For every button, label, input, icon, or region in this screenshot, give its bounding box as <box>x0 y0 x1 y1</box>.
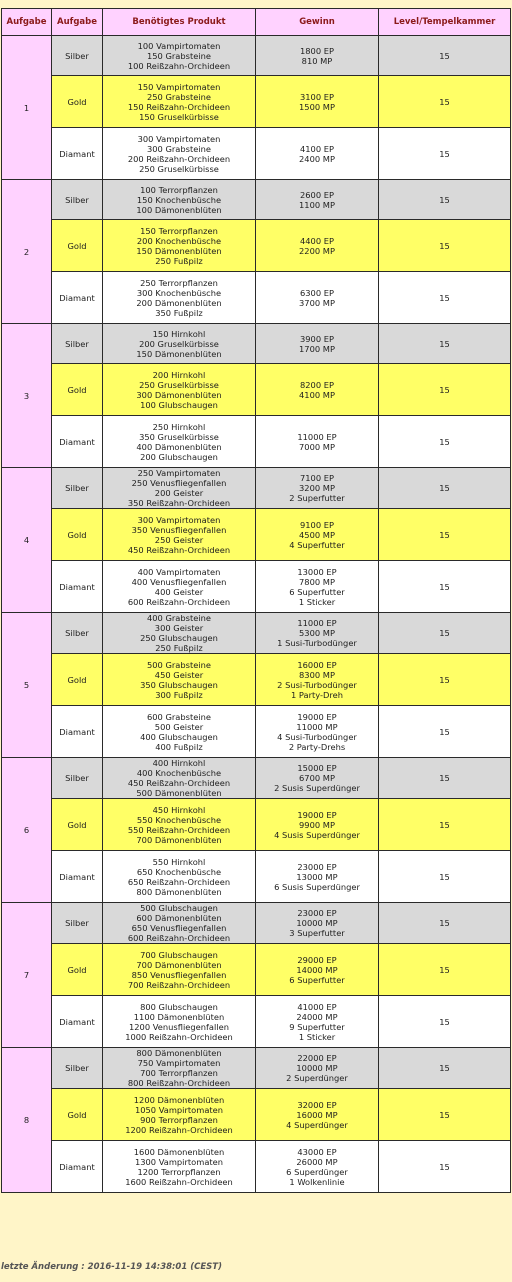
level-cell: 15 <box>379 1089 511 1141</box>
tier-cell: Silber <box>52 324 103 364</box>
required-products-cell <box>103 1048 256 1089</box>
tier-cell: Diamant <box>52 1141 103 1193</box>
product-line: 100 Terrorpflanzen <box>140 184 218 195</box>
product-line: 100 Reißzahn-Orchideen <box>127 60 231 71</box>
reward-line: 8300 MP <box>299 669 335 680</box>
tier-cell: Gold <box>52 509 103 561</box>
reward-line: 2 Superdünger <box>286 1073 348 1083</box>
product-line: 150 Dämonenblüten <box>136 348 222 359</box>
tier-cell: Gold <box>52 654 103 706</box>
level-cell: 15 <box>379 128 511 180</box>
level-cell: 15 <box>379 509 511 561</box>
tier-cell: Diamant <box>52 272 103 324</box>
reward-line: 9100 EP <box>300 519 334 530</box>
required-products-cell <box>103 996 256 1048</box>
reward-line: 19000 EP <box>297 809 337 820</box>
reward-line: 10000 MP <box>296 1063 338 1073</box>
reward-cell <box>256 128 379 180</box>
level-cell: 15 <box>379 1048 511 1089</box>
product-line: 400 Hirnkohl <box>152 758 206 768</box>
required-products-cell <box>103 654 256 706</box>
product-line: 600 Reißzahn-Orchideen <box>127 933 231 943</box>
required-products-cell <box>103 364 256 416</box>
quest-table <box>1 8 511 1193</box>
reward-line: 11000 MP <box>296 721 338 732</box>
level-cell: 15 <box>379 561 511 613</box>
tier-cell: Diamant <box>52 706 103 758</box>
product-line: 1200 Dämonenblüten <box>133 1094 225 1105</box>
product-line: 250 Gruselkürbisse <box>139 163 219 174</box>
reward-line: 1 Party-Dreh <box>290 689 344 700</box>
product-line: 250 Grabsteine <box>146 91 211 102</box>
reward-line: 15000 EP <box>297 763 337 773</box>
reward-line: 13000 MP <box>296 871 338 882</box>
reward-line: 6 Susis Superdünger <box>274 881 360 892</box>
table-row <box>2 799 511 851</box>
product-line: 400 Grabsteine <box>146 613 211 623</box>
product-line: 300 Dämonenblüten <box>136 389 222 400</box>
reward-cell <box>256 468 379 509</box>
table-row <box>2 364 511 416</box>
level-cell: 15 <box>379 996 511 1048</box>
required-products-cell <box>103 324 256 364</box>
level-cell: 15 <box>379 903 511 944</box>
product-line: 1600 Reißzahn-Orchideen <box>125 1176 233 1187</box>
product-line: 200 Geister <box>154 488 204 498</box>
reward-line: 1 Wolkenlinie <box>289 1176 345 1187</box>
tier-cell: Diamant <box>52 851 103 903</box>
required-products-cell <box>103 613 256 654</box>
product-line: 800 Glubschaugen <box>140 1001 218 1012</box>
reward-cell <box>256 903 379 944</box>
reward-cell <box>256 1141 379 1193</box>
reward-line: 43000 EP <box>297 1146 337 1157</box>
task-number-cell: 1 <box>2 36 52 180</box>
table-row <box>2 180 511 220</box>
table-row <box>2 613 511 654</box>
reward-cell <box>256 758 379 799</box>
reward-line: 4 Susi-Turbodünger <box>277 731 357 742</box>
product-line: 350 Reißzahn-Orchideen <box>127 498 231 508</box>
level-cell: 15 <box>379 944 511 996</box>
product-line: 200 Knochenbüsche <box>136 235 222 246</box>
tier-cell: Gold <box>52 364 103 416</box>
product-line: 150 Hirnkohl <box>152 328 206 339</box>
reward-line: 1 Sticker <box>298 1031 336 1042</box>
product-line: 200 Dämonenblüten <box>136 297 222 308</box>
required-products-cell <box>103 416 256 468</box>
required-products-cell <box>103 799 256 851</box>
header-rewards: Gewinn <box>256 9 379 36</box>
tier-cell: Diamant <box>52 996 103 1048</box>
product-line: 700 Reißzahn-Orchideen <box>127 979 231 990</box>
product-line: 1200 Venusfliegenfallen <box>129 1021 229 1032</box>
reward-line: 5300 MP <box>299 628 335 638</box>
reward-line: 29000 EP <box>297 954 337 965</box>
product-line: 550 Knochenbüsche <box>136 814 222 825</box>
level-cell: 15 <box>379 364 511 416</box>
reward-line: 26000 MP <box>296 1156 338 1167</box>
table-row <box>2 36 511 76</box>
table-row <box>2 128 511 180</box>
reward-line: 11000 EP <box>297 618 337 628</box>
reward-cell <box>256 509 379 561</box>
reward-cell <box>256 220 379 272</box>
product-line: 150 Terrorpflanzen <box>140 225 218 236</box>
product-line: 800 Dämonenblüten <box>136 1048 222 1058</box>
reward-line: 1800 EP <box>300 45 334 56</box>
table-row <box>2 1141 511 1193</box>
reward-line: 6 Superdünger <box>286 1166 348 1177</box>
reward-line: 2 Superfutter <box>289 493 345 503</box>
required-products-cell <box>103 76 256 128</box>
level-cell: 15 <box>379 180 511 220</box>
header-task: Aufgabe <box>2 9 52 36</box>
reward-cell <box>256 1089 379 1141</box>
level-cell: 15 <box>379 1141 511 1193</box>
reward-cell <box>256 851 379 903</box>
product-line: 700 Dämonenblüten <box>136 834 222 845</box>
required-products-cell <box>103 468 256 509</box>
reward-line: 4 Susis Superdünger <box>274 829 360 840</box>
product-line: 250 Fußpilz <box>155 643 203 653</box>
product-line: 300 Vampirtomaten <box>137 133 221 144</box>
reward-line: 4400 EP <box>300 235 334 246</box>
reward-line: 22000 EP <box>297 1053 337 1063</box>
tier-cell: Diamant <box>52 416 103 468</box>
product-line: 150 Gruselkürbisse <box>139 111 219 122</box>
level-cell: 15 <box>379 324 511 364</box>
product-line: 300 Fußpilz <box>155 689 203 700</box>
reward-line: 3900 EP <box>300 333 334 344</box>
reward-line: 810 MP <box>301 55 333 66</box>
product-line: 250 Venusfliegenfallen <box>131 478 227 488</box>
product-line: 650 Venusfliegenfallen <box>131 923 227 933</box>
product-line: 800 Reißzahn-Orchideen <box>127 1078 231 1088</box>
reward-line: 1700 MP <box>299 343 335 354</box>
required-products-cell <box>103 36 256 76</box>
reward-line: 11000 EP <box>297 431 337 442</box>
reward-line: 23000 EP <box>297 908 337 918</box>
table-row <box>2 561 511 613</box>
reward-cell <box>256 706 379 758</box>
reward-line: 13000 EP <box>297 566 337 577</box>
product-line: 300 Geister <box>154 623 204 633</box>
reward-line: 10000 MP <box>296 918 338 928</box>
reward-line: 4100 MP <box>299 389 335 400</box>
product-line: 150 Dämonenblüten <box>136 245 222 256</box>
table-row <box>2 220 511 272</box>
quest-table-body <box>2 36 511 1193</box>
table-row <box>2 706 511 758</box>
required-products-cell <box>103 561 256 613</box>
reward-line: 16000 EP <box>297 659 337 670</box>
required-products-cell <box>103 706 256 758</box>
product-line: 250 Geister <box>154 534 204 545</box>
reward-line: 1100 MP <box>299 199 335 210</box>
reward-line: 7800 MP <box>299 576 335 587</box>
required-products-cell <box>103 1089 256 1141</box>
tier-cell: Silber <box>52 36 103 76</box>
required-products-cell <box>103 180 256 220</box>
product-line: 700 Terrorpflanzen <box>140 1068 218 1078</box>
table-row <box>2 416 511 468</box>
product-line: 550 Reißzahn-Orchideen <box>127 824 231 835</box>
product-line: 150 Vampirtomaten <box>137 81 221 92</box>
product-line: 250 Vampirtomaten <box>137 468 221 478</box>
product-line: 900 Terrorpflanzen <box>140 1114 218 1125</box>
required-products-cell <box>103 1141 256 1193</box>
product-line: 300 Vampirtomaten <box>137 514 221 525</box>
product-line: 400 Knochenbüsche <box>136 768 222 778</box>
product-line: 700 Glubschaugen <box>140 949 218 960</box>
reward-line: 24000 MP <box>296 1011 338 1022</box>
level-cell: 15 <box>379 654 511 706</box>
level-cell: 15 <box>379 416 511 468</box>
reward-line: 7000 MP <box>299 441 335 452</box>
header-products: Benötigtes Produkt <box>103 9 256 36</box>
table-row <box>2 903 511 944</box>
product-line: 800 Dämonenblüten <box>136 886 222 897</box>
product-line: 100 Vampirtomaten <box>137 40 221 51</box>
product-line: 400 Glubschaugen <box>140 731 218 742</box>
product-line: 350 Fußpilz <box>155 307 203 318</box>
tier-cell: Diamant <box>52 561 103 613</box>
product-line: 300 Knochenbüsche <box>136 287 222 298</box>
product-line: 850 Venusfliegenfallen <box>131 969 227 980</box>
table-row <box>2 468 511 509</box>
product-line: 1000 Reißzahn-Orchideen <box>125 1031 233 1042</box>
level-cell: 15 <box>379 758 511 799</box>
product-line: 650 Knochenbüsche <box>136 866 222 877</box>
product-line: 200 Hirnkohl <box>152 369 206 380</box>
product-line: 650 Reißzahn-Orchideen <box>127 876 231 887</box>
product-line: 500 Geister <box>154 721 204 732</box>
reward-line: 4100 EP <box>300 143 334 154</box>
product-line: 500 Grabsteine <box>146 659 211 670</box>
task-number-cell: 5 <box>2 613 52 758</box>
product-line: 1050 Vampirtomaten <box>134 1104 224 1115</box>
reward-cell <box>256 561 379 613</box>
tier-cell: Silber <box>52 468 103 509</box>
required-products-cell <box>103 903 256 944</box>
product-line: 250 Gruselkürbisse <box>139 379 219 390</box>
tier-cell: Silber <box>52 180 103 220</box>
product-line: 250 Hirnkohl <box>152 421 206 432</box>
reward-cell <box>256 613 379 654</box>
required-products-cell <box>103 128 256 180</box>
product-line: 1600 Dämonenblüten <box>133 1146 225 1157</box>
reward-line: 2 Susi-Turbodünger <box>277 679 357 690</box>
level-cell: 15 <box>379 613 511 654</box>
reward-line: 14000 MP <box>296 964 338 975</box>
tier-cell: Gold <box>52 799 103 851</box>
product-line: 600 Reißzahn-Orchideen <box>127 596 231 607</box>
product-line: 450 Geister <box>154 669 204 680</box>
reward-cell <box>256 1048 379 1089</box>
task-number-cell: 4 <box>2 468 52 613</box>
tier-cell: Silber <box>52 613 103 654</box>
tier-cell: Gold <box>52 76 103 128</box>
reward-line: 9 Superfutter <box>289 1021 345 1032</box>
reward-line: 1 Sticker <box>298 596 336 607</box>
reward-line: 6 Superfutter <box>289 586 345 597</box>
product-line: 100 Glubschaugen <box>140 399 218 410</box>
reward-line: 6 Superfutter <box>289 974 345 985</box>
product-line: 200 Reißzahn-Orchideen <box>127 153 231 164</box>
product-line: 350 Gruselkürbisse <box>139 431 219 442</box>
reward-line: 1500 MP <box>299 101 335 112</box>
product-line: 500 Glubschaugen <box>140 903 218 913</box>
reward-line: 2400 MP <box>299 153 335 164</box>
header-row <box>2 9 511 36</box>
level-cell: 15 <box>379 468 511 509</box>
reward-line: 2 Party-Drehs <box>288 741 346 752</box>
product-line: 550 Hirnkohl <box>152 856 206 867</box>
tier-cell: Silber <box>52 903 103 944</box>
required-products-cell <box>103 758 256 799</box>
reward-cell <box>256 76 379 128</box>
reward-line: 7100 EP <box>300 473 334 483</box>
table-row <box>2 509 511 561</box>
required-products-cell <box>103 851 256 903</box>
task-number-cell: 8 <box>2 1048 52 1193</box>
product-line: 200 Glubschaugen <box>140 451 218 462</box>
reward-cell <box>256 654 379 706</box>
product-line: 1300 Vampirtomaten <box>134 1156 224 1167</box>
table-row <box>2 1048 511 1089</box>
reward-cell <box>256 364 379 416</box>
task-number-cell: 2 <box>2 180 52 324</box>
table-row <box>2 996 511 1048</box>
required-products-cell <box>103 944 256 996</box>
product-line: 1200 Reißzahn-Orchideen <box>125 1124 233 1135</box>
reward-line: 3700 MP <box>299 297 335 308</box>
required-products-cell <box>103 272 256 324</box>
task-number-cell: 6 <box>2 758 52 903</box>
reward-line: 2200 MP <box>299 245 335 256</box>
product-line: 450 Hirnkohl <box>152 804 206 815</box>
product-line: 200 Gruselkürbisse <box>139 338 219 349</box>
reward-cell <box>256 324 379 364</box>
product-line: 500 Dämonenblüten <box>136 788 222 798</box>
table-row <box>2 654 511 706</box>
product-line: 350 Venusfliegenfallen <box>131 524 227 535</box>
level-cell: 15 <box>379 272 511 324</box>
last-modified-note: letzte Änderung : 2016-11-19 14:38:01 (CEST) <box>1 1262 222 1272</box>
required-products-cell <box>103 220 256 272</box>
reward-cell <box>256 272 379 324</box>
table-row <box>2 851 511 903</box>
table-row <box>2 76 511 128</box>
tier-cell: Gold <box>52 220 103 272</box>
reward-line: 16000 MP <box>296 1109 338 1120</box>
product-line: 350 Glubschaugen <box>140 679 218 690</box>
tier-cell: Silber <box>52 1048 103 1089</box>
product-line: 250 Glubschaugen <box>140 633 218 643</box>
reward-line: 23000 EP <box>297 861 337 872</box>
product-line: 400 Vampirtomaten <box>137 566 221 577</box>
reward-cell <box>256 416 379 468</box>
header-tier: Aufgabe <box>52 9 103 36</box>
product-line: 300 Grabsteine <box>146 143 211 154</box>
reward-line: 3200 MP <box>299 483 335 493</box>
level-cell: 15 <box>379 76 511 128</box>
table-row <box>2 944 511 996</box>
product-line: 100 Dämonenblüten <box>136 204 222 215</box>
table-row <box>2 758 511 799</box>
reward-line: 32000 EP <box>297 1099 337 1110</box>
product-line: 400 Venusfliegenfallen <box>131 576 227 587</box>
product-line: 700 Dämonenblüten <box>136 959 222 970</box>
reward-line: 1 Susi-Turbodünger <box>277 638 357 648</box>
task-number-cell: 7 <box>2 903 52 1048</box>
product-line: 250 Terrorpflanzen <box>140 277 218 288</box>
tier-cell: Gold <box>52 944 103 996</box>
task-number-cell: 3 <box>2 324 52 468</box>
product-line: 1200 Terrorpflanzen <box>137 1166 221 1177</box>
product-line: 1100 Dämonenblüten <box>133 1011 225 1022</box>
product-line: 400 Geister <box>154 586 204 597</box>
reward-line: 4500 MP <box>299 529 335 540</box>
reward-cell <box>256 36 379 76</box>
level-cell: 15 <box>379 799 511 851</box>
product-line: 250 Fußpilz <box>155 255 203 266</box>
reward-line: 4 Superfutter <box>289 539 345 550</box>
reward-line: 6700 MP <box>299 773 335 783</box>
reward-line: 2 Susis Superdünger <box>274 783 360 793</box>
product-line: 450 Reißzahn-Orchideen <box>127 778 231 788</box>
product-line: 400 Fußpilz <box>155 741 203 752</box>
table-row <box>2 1089 511 1141</box>
reward-line: 19000 EP <box>297 711 337 722</box>
product-line: 450 Reißzahn-Orchideen <box>127 544 231 555</box>
reward-line: 3100 EP <box>300 91 334 102</box>
required-products-cell <box>103 509 256 561</box>
product-line: 150 Reißzahn-Orchideen <box>127 101 231 112</box>
level-cell: 15 <box>379 706 511 758</box>
reward-line: 2600 EP <box>300 189 334 200</box>
tier-cell: Diamant <box>52 128 103 180</box>
reward-line: 6300 EP <box>300 287 334 298</box>
reward-line: 9900 MP <box>299 819 335 830</box>
table-row <box>2 272 511 324</box>
tier-cell: Gold <box>52 1089 103 1141</box>
reward-line: 4 Superdünger <box>286 1119 348 1130</box>
reward-cell <box>256 180 379 220</box>
product-line: 150 Grabsteine <box>146 50 211 61</box>
reward-cell <box>256 799 379 851</box>
reward-cell <box>256 996 379 1048</box>
reward-line: 41000 EP <box>297 1001 337 1012</box>
product-line: 400 Dämonenblüten <box>136 441 222 452</box>
reward-cell <box>256 944 379 996</box>
level-cell: 15 <box>379 851 511 903</box>
product-line: 150 Knochenbüsche <box>136 194 222 205</box>
level-cell: 15 <box>379 220 511 272</box>
tier-cell: Silber <box>52 758 103 799</box>
reward-line: 3 Superfutter <box>289 928 345 938</box>
header-level: Level/Tempelkammer <box>379 9 511 36</box>
reward-line: 8200 EP <box>300 379 334 390</box>
table-row <box>2 324 511 364</box>
product-line: 750 Vampirtomaten <box>137 1058 221 1068</box>
product-line: 600 Dämonenblüten <box>136 913 222 923</box>
level-cell: 15 <box>379 36 511 76</box>
product-line: 600 Grabsteine <box>146 711 211 722</box>
